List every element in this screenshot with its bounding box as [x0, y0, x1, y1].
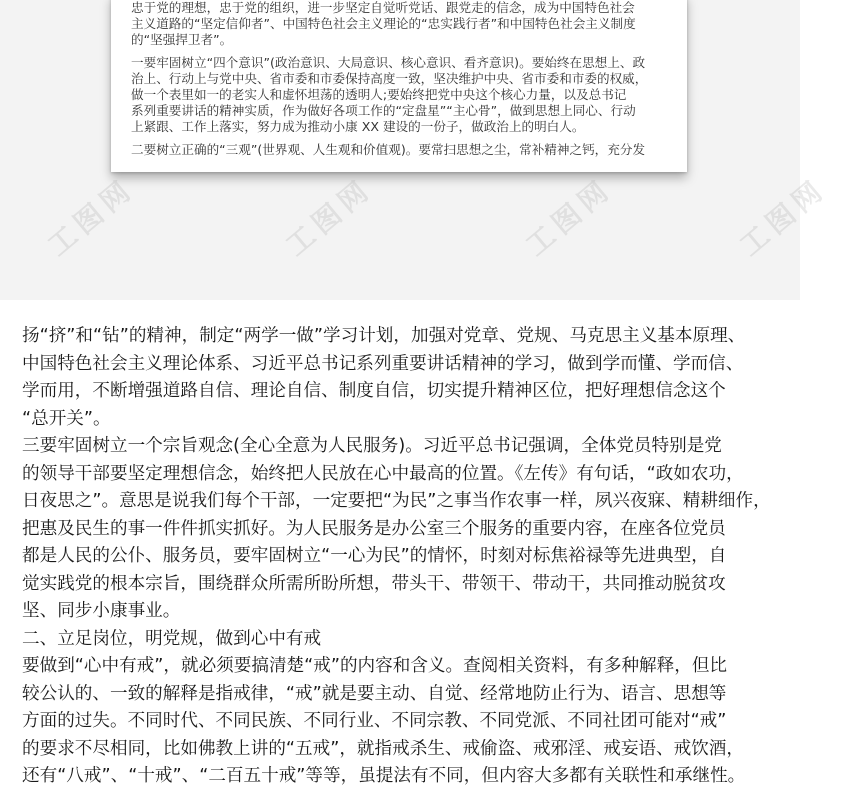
document-preview-card — [111, 0, 687, 172]
body-line: 中国特色社会主义理论体系、习近平总书记系列重要讲话精神的学习，做到学而懂、学而信、 — [22, 353, 744, 374]
watermark-text: 工图网 — [41, 171, 141, 263]
preview-line: 上紧跟、工作上落实，努力成为推动小康 XX 建设的一份子，做政治上的明白人。 — [131, 119, 585, 134]
body-line: 把惠及民生的事一件件抓实抓好。为人民服务是办公室三个服务的重要内容，在座各位党员 — [22, 518, 726, 539]
body-line: 方面的过失。不同时代、不同民族、不同行业、不同宗教、不同党派、不同社团可能对“戒” — [22, 711, 727, 731]
section-heading: 二、立足岗位，明党规，做到心中有戒 — [22, 628, 322, 649]
document-body — [22, 323, 782, 791]
watermark — [516, 158, 626, 263]
body-line: 学而用，不断增强道路自信、理论自信、制度自信，切实提升精神区位，把好理想信念这个 — [22, 381, 726, 401]
preview-fade — [111, 158, 687, 172]
watermark — [730, 158, 840, 263]
preview-line: 系列重要讲话的精神实质，作为做好各项工作的“定盘星”“主心骨”，做到思想上同心、行动 — [131, 103, 636, 118]
body-line: 较公认的、一致的解释是指戒律，“戒”就是要主动、自觉、经常地防止行为、语言、思想等 — [22, 683, 727, 704]
watermark — [38, 158, 148, 263]
body-line: 日夜思之”。意思是说我们每个干部，一定要把“为民”之事当作农事一样，夙兴夜寐、精耕细作， — [22, 491, 771, 511]
body-line: 坚、同步小康事业。 — [22, 601, 181, 621]
preview-area — [0, 0, 833, 300]
body-line: 要做到“心中有戒”，就必须要搞清楚“戒”的内容和含义。查阅相关资料，有多种解释，但比 — [22, 656, 728, 676]
preview-line: 二要树立正确的“三观”(世界观、人生观和价值观)。要常扫思想之尘，常补精神之钙，充分发 — [131, 142, 646, 157]
body-line: 都是人民的公仆、服务员，要牢固树立“一心为民”的情怀，时刻对标焦裕禄等先进典型，自 — [22, 546, 727, 566]
body-line: 的领导干部要坚定理想信念，始终把人民放在心中最高的位置。《左传》有句话，“政如农功， — [22, 463, 744, 484]
preview-line: 一要牢固树立“四个意识”(政治意识、大局意识、核心意识、看齐意识)。要始终在思想上、政 — [131, 55, 646, 70]
body-line: “总开关”。 — [22, 408, 111, 429]
body-line: 三要牢固树立一个宗旨观念(全心全意为人民服务)。习近平总书记强调，全体党员特别是党 — [22, 436, 722, 456]
body-line: 的要求不尽相同，比如佛教上讲的“五戒”，就指戒杀生、戒偷盗、戒邪淫、戒妄语、戒饮酒， — [22, 738, 744, 759]
watermark-text: 工图网 — [733, 171, 833, 263]
body-line: 觉实践党的根本宗旨，围绕群众所需所盼所想，带头干、带领干、带动干，共同推动脱贫攻 — [22, 573, 726, 594]
body-line: 还有“八戒”、“十戒”、“二百五十戒”等等，虽提法有不同，但内容大多都有关联性和承继性。 — [22, 766, 746, 786]
watermark-text: 工图网 — [519, 171, 619, 263]
preview-line: 治上、行动上与党中央、省市委和市委保持高度一致，坚决维护中央、省市委和市委的权威， — [131, 71, 648, 86]
preview-line: 忠于党的理想，忠于党的组织，进一步坚定自觉听党话、跟党走的信念，成为中国特色社会 — [131, 0, 635, 15]
watermark — [276, 158, 386, 263]
preview-line: 的“坚强捍卫者”。 — [131, 32, 233, 47]
preview-line: 主义道路的“坚定信仰者”、中国特色社会主义理论的“忠实践行者”和中国特色社会主义制度 — [131, 16, 636, 31]
body-line: 扬“挤”和“钻”的精神，制定“两学一做”学习计划，加强对党章、党规、马克思主义基本原理、 — [22, 326, 746, 346]
watermark-text: 工图网 — [279, 171, 379, 263]
preview-line: 做一个表里如一的老实人和虚怀坦荡的透明人;要始终把党中央这个核心力量，以及总书记 — [131, 87, 627, 102]
